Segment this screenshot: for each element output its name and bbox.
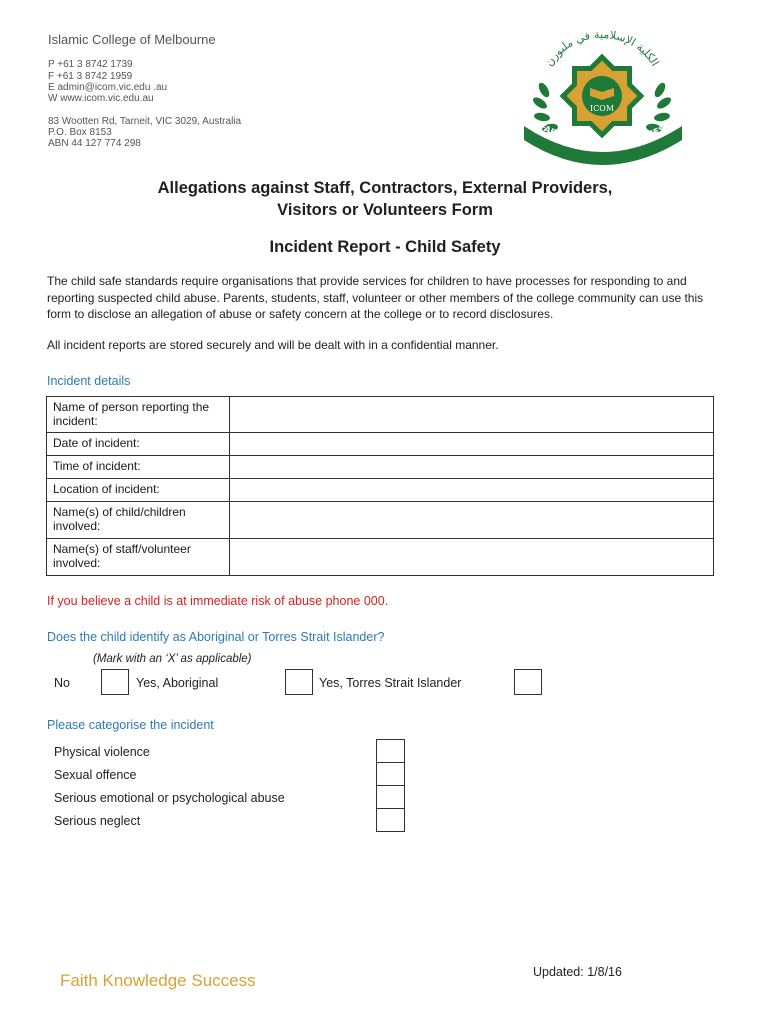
address: 83 Wootten Rd, Tarneit, VIC 3029, Australia — [48, 116, 242, 127]
field-label: Name of person reporting the incident: — [47, 397, 230, 433]
staff-names-field[interactable] — [230, 539, 714, 576]
star-emblem-icon — [560, 54, 645, 139]
form-title-line1: Allegations against Staff, Contractors, External Providers, — [157, 179, 613, 197]
risk-warning: If you believe a child is at immediate risk of abuse phone 000. — [47, 594, 389, 608]
fax: F +61 3 8742 1959 — [48, 71, 133, 82]
phone: P +61 3 8742 1739 — [48, 59, 133, 70]
form-subtitle: Incident Report - Child Safety — [269, 238, 501, 256]
logo-arabic-text: الكلية الإسلامية في ملبورن — [542, 28, 662, 69]
sexual-offence-checkbox[interactable] — [376, 762, 405, 786]
field-label: Name(s) of staff/volunteer involved: — [47, 539, 230, 576]
logo-center-text: ICOM — [589, 104, 615, 113]
incident-details-table — [46, 396, 714, 576]
field-label: Location of incident: — [47, 479, 230, 502]
category-label: Serious emotional or psychological abuse — [54, 791, 285, 805]
field-label: Date of incident: — [47, 433, 230, 456]
intro-paragraph: The child safe standards require organisations that provide services for children to have processes for responding to and reporting suspected child abuse. Parents, students, staff, volunteer or other members of the college community can use this form to disclose an allegation of abuse or safety concern at the college or to record disclosures. — [47, 274, 704, 321]
aboriginal-question: Does the child identify as Aboriginal or Torres Strait Islander? — [47, 630, 385, 644]
option-no-checkbox[interactable] — [101, 669, 129, 695]
incident-location-field[interactable] — [230, 479, 714, 502]
table-row — [47, 502, 714, 539]
physical-violence-checkbox[interactable] — [376, 739, 405, 763]
option-aboriginal-label: Yes, Aboriginal — [136, 676, 219, 690]
categorise-heading: Please categorise the incident — [47, 718, 214, 732]
emotional-abuse-checkbox[interactable] — [376, 785, 405, 809]
icom-logo — [518, 28, 686, 174]
option-torres-strait-checkbox[interactable] — [514, 669, 542, 695]
reporter-name-field[interactable] — [230, 397, 714, 433]
incident-details-heading: Incident details — [47, 374, 131, 388]
po-box: P.O. Box 8153 — [48, 127, 112, 138]
option-aboriginal-checkbox[interactable] — [285, 669, 313, 695]
confidential-note: All incident reports are stored securely and will be dealt with in a confidential manner. — [47, 338, 499, 352]
incident-time-field[interactable] — [230, 456, 714, 479]
logo-banner-text: FAITH KNOWLEDGE SUCCESS — [537, 121, 673, 150]
org-name: Islamic College of Melbourne — [48, 32, 216, 47]
option-torres-strait-label: Yes, Torres Strait Islander — [319, 676, 462, 690]
incident-date-field[interactable] — [230, 433, 714, 456]
category-label: Physical violence — [54, 745, 150, 759]
updated-date: Updated: 1/8/16 — [533, 965, 622, 979]
email: E admin@icom.vic.edu .au — [48, 82, 168, 93]
table-row — [47, 397, 714, 433]
category-label: Sexual offence — [54, 768, 137, 782]
table-row — [47, 456, 714, 479]
form-title-line2: Visitors or Volunteers Form — [277, 201, 493, 219]
table-row — [47, 539, 714, 576]
mark-instruction: (Mark with an ‘X’ as applicable) — [93, 653, 252, 665]
website: W www.icom.vic.edu.au — [48, 93, 154, 104]
option-no-label: No — [54, 676, 70, 690]
table-row — [47, 433, 714, 456]
table-row — [47, 479, 714, 502]
field-label: Time of incident: — [47, 456, 230, 479]
children-names-field[interactable] — [230, 502, 714, 539]
footer-motto: Faith Knowledge Success — [60, 971, 256, 990]
abn: ABN 44 127 774 298 — [48, 138, 141, 149]
category-label: Serious neglect — [54, 814, 141, 828]
field-label: Name(s) of child/children involved: — [47, 502, 230, 539]
neglect-checkbox[interactable] — [376, 808, 405, 832]
